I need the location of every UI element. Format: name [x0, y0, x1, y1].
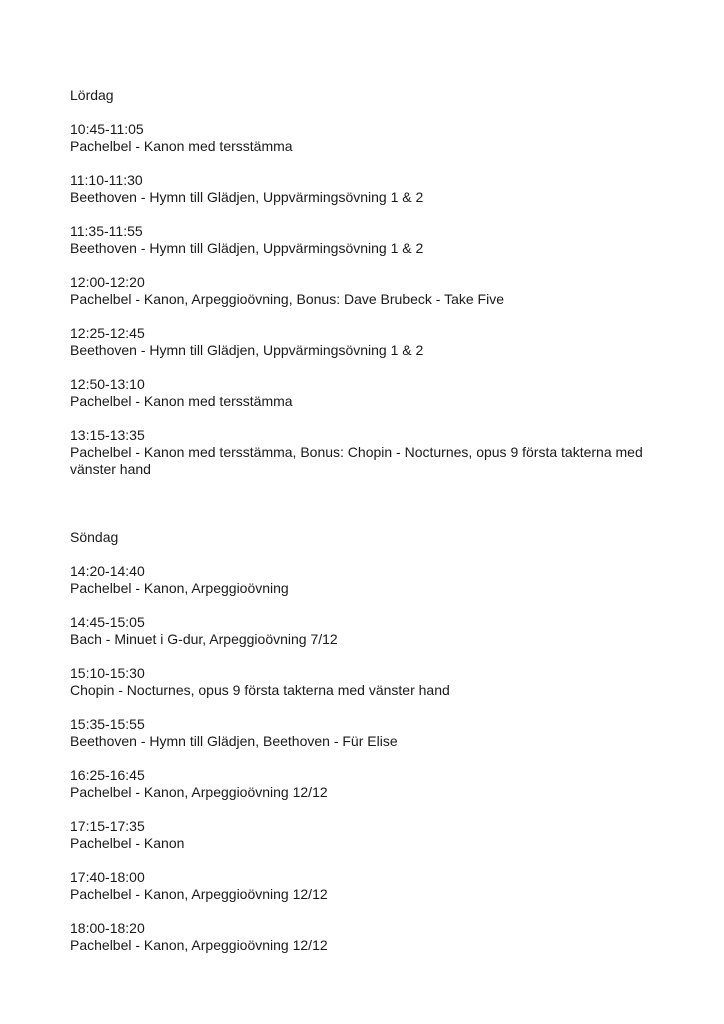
day-heading: Lördag [70, 87, 114, 103]
schedule-slot [70, 818, 690, 852]
slot-time: 17:15-17:35 [70, 818, 145, 834]
slot-time: 18:00-18:20 [70, 920, 145, 936]
schedule-slot [70, 427, 690, 478]
day-section-sunday [70, 529, 690, 954]
slot-description: Pachelbel - Kanon, Arpeggioövning [70, 580, 289, 596]
slot-time: 11:10-11:30 [70, 172, 143, 188]
slot-description: Beethoven - Hymn till Glädjen, Uppvärmingsövning 1 & 2 [70, 189, 424, 205]
slot-description: Pachelbel - Kanon [70, 835, 185, 851]
schedule-slot [70, 223, 690, 257]
slot-time: 11:35-11:55 [70, 223, 143, 239]
day-heading: Söndag [70, 529, 119, 545]
slot-description: Pachelbel - Kanon, Arpeggioövning 12/12 [70, 784, 328, 800]
slot-description: Beethoven - Hymn till Glädjen, Uppvärmingsövning 1 & 2 [70, 240, 424, 256]
slot-description: Pachelbel - Kanon med tersstämma [70, 393, 293, 409]
slot-time: 14:45-15:05 [70, 614, 145, 630]
schedule-slot [70, 121, 690, 155]
slot-description: Bach - Minuet i G-dur, Arpeggioövning 7/12 [70, 631, 338, 647]
slot-description: Pachelbel - Kanon med tersstämma [70, 138, 293, 154]
slot-description: Beethoven - Hymn till Glädjen, Uppvärmingsövning 1 & 2 [70, 342, 424, 358]
schedule-slot [70, 869, 690, 903]
slot-time: 14:20-14:40 [70, 563, 145, 579]
schedule-slot [70, 614, 690, 648]
section-spacer [70, 495, 690, 529]
schedule-slot [70, 274, 690, 308]
schedule-document [70, 87, 690, 971]
schedule-slot [70, 665, 690, 699]
schedule-slot [70, 920, 690, 954]
slot-time: 17:40-18:00 [70, 869, 145, 885]
slot-time: 15:10-15:30 [70, 665, 145, 681]
schedule-slot [70, 563, 690, 597]
schedule-slot [70, 716, 690, 750]
slot-time: 13:15-13:35 [70, 427, 145, 443]
slot-description: Chopin - Nocturnes, opus 9 första takterna med vänster hand [70, 682, 450, 698]
day-section-saturday [70, 87, 690, 478]
schedule-slot [70, 376, 690, 410]
slot-description: Pachelbel - Kanon med tersstämma, Bonus: Chopin - Nocturnes, opus 9 första takterna med vänster hand [70, 444, 643, 477]
schedule-slot [70, 325, 690, 359]
slot-description: Pachelbel - Kanon, Arpeggioövning 12/12 [70, 886, 328, 902]
schedule-slot [70, 767, 690, 801]
slot-time: 12:50-13:10 [70, 376, 145, 392]
slot-time: 16:25-16:45 [70, 767, 145, 783]
slot-time: 10:45-11:05 [70, 121, 144, 137]
slot-time: 12:25-12:45 [70, 325, 145, 341]
slot-description: Pachelbel - Kanon, Arpeggioövning 12/12 [70, 937, 328, 953]
slot-time: 12:00-12:20 [70, 274, 145, 290]
slot-time: 15:35-15:55 [70, 716, 145, 732]
slot-description: Pachelbel - Kanon, Arpeggioövning, Bonus: Dave Brubeck - Take Five [70, 291, 504, 307]
slot-description: Beethoven - Hymn till Glädjen, Beethoven - Für Elise [70, 733, 398, 749]
schedule-slot [70, 172, 690, 206]
